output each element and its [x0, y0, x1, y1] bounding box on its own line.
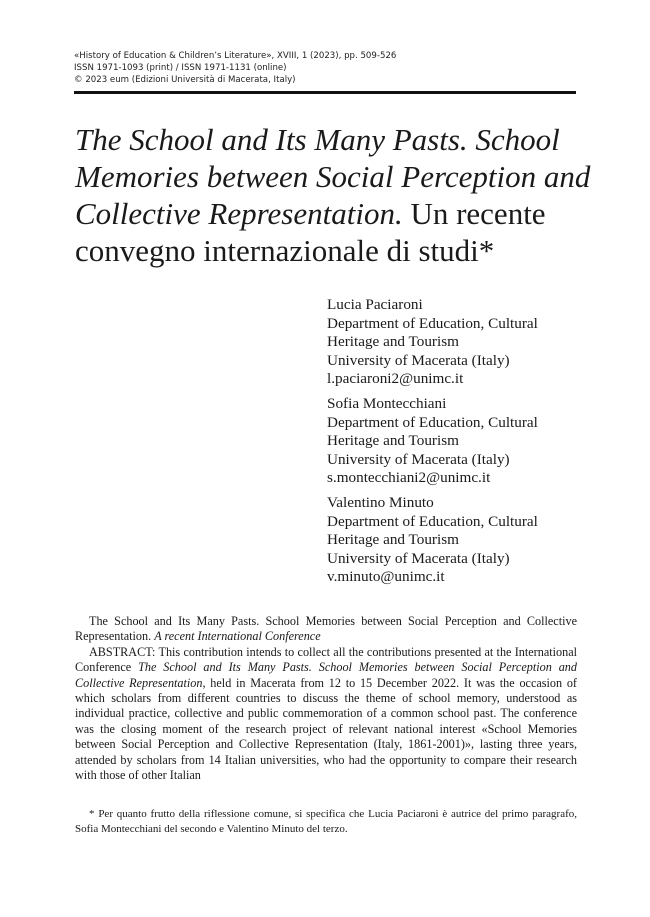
footnote: [75, 807, 577, 838]
journal-copyright: © 2023 eum (Edizioni Università di Macerata, Italy): [74, 74, 296, 85]
article-title-roman: Un recente convegno internazionale di studi*: [75, 196, 546, 268]
author-email[interactable]: l.paciaroni2@unimc.it: [327, 370, 464, 388]
abstract-section: [75, 614, 577, 783]
author-university: University of Macerata (Italy): [327, 450, 510, 468]
footnote-text: * Per quanto frutto della riflessione comune, si specifica che Lucia Paciaroni è autrice del primo paragrafo, Sofia Montecchiani del secondo e Valentino Minuto del terzo.: [75, 808, 577, 836]
article-title-italic: The School and Its Many Pasts. School Memories between Social Perception and Collective Representation.: [75, 122, 591, 231]
conference-title: The School and Its Many Pasts. School Memories between Social Perception and Collective Representation: [75, 660, 577, 690]
abstract-text-cont: , held in Macerata from 12 to 15 December 2022. It was the occasion of which scholars from different countries to discuss the theme of school memory, understood as individual practice, collective and public commemoration of a common school past. The conference was the closing moment of the research project of relevant national interest «School Memories between Social Perception and Collective Representation (Italy, 1861-2001)», lasting three years, attended by scholars from 14 Italian universities, who had the opportunity to compare their research with those of other Italian: [75, 675, 577, 783]
english-title-roman: The School and Its Many Pasts. School Memories between Social Perception and Collective Representation.: [75, 614, 577, 644]
author-department: Department of Education, Cultural: [327, 314, 538, 332]
author-block: [327, 296, 607, 389]
author-name: Sofia Montecchiani: [327, 394, 447, 412]
article-title: [75, 121, 595, 269]
author-list: [327, 296, 607, 593]
author-department: Department of Education, Cultural: [327, 413, 538, 431]
abstract-text: This contribution intends to collect all the contributions presented at the International Conference: [75, 644, 577, 675]
author-university: University of Macerata (Italy): [327, 351, 510, 369]
journal-citation: «History of Education & Children’s Literature», XVIII, 1 (2023), pp. 509-526: [74, 51, 397, 61]
english-title-italic: A recent International Conference: [154, 629, 321, 644]
author-department: Department of Education, Cultural: [327, 512, 538, 530]
author-department-cont: Heritage and Tourism: [327, 432, 459, 450]
author-department-cont: Heritage and Tourism: [327, 333, 459, 351]
journal-header: [74, 51, 574, 86]
abstract-body: [75, 645, 577, 784]
author-name: Valentino Minuto: [327, 493, 434, 511]
header-rule: [74, 91, 576, 94]
author-block: [327, 494, 607, 587]
author-email[interactable]: v.minuto@unimc.it: [327, 568, 445, 586]
author-block: [327, 395, 607, 488]
author-email[interactable]: s.montecchiani2@unimc.it: [327, 469, 491, 487]
author-department-cont: Heritage and Tourism: [327, 531, 459, 549]
journal-issn: ISSN 1971-1093 (print) / ISSN 1971-1131 (online): [74, 62, 287, 73]
author-name: Lucia Paciaroni: [327, 296, 423, 313]
author-university: University of Macerata (Italy): [327, 549, 510, 567]
english-title: [75, 614, 577, 645]
abstract-label: ABSTRACT:: [89, 644, 159, 659]
